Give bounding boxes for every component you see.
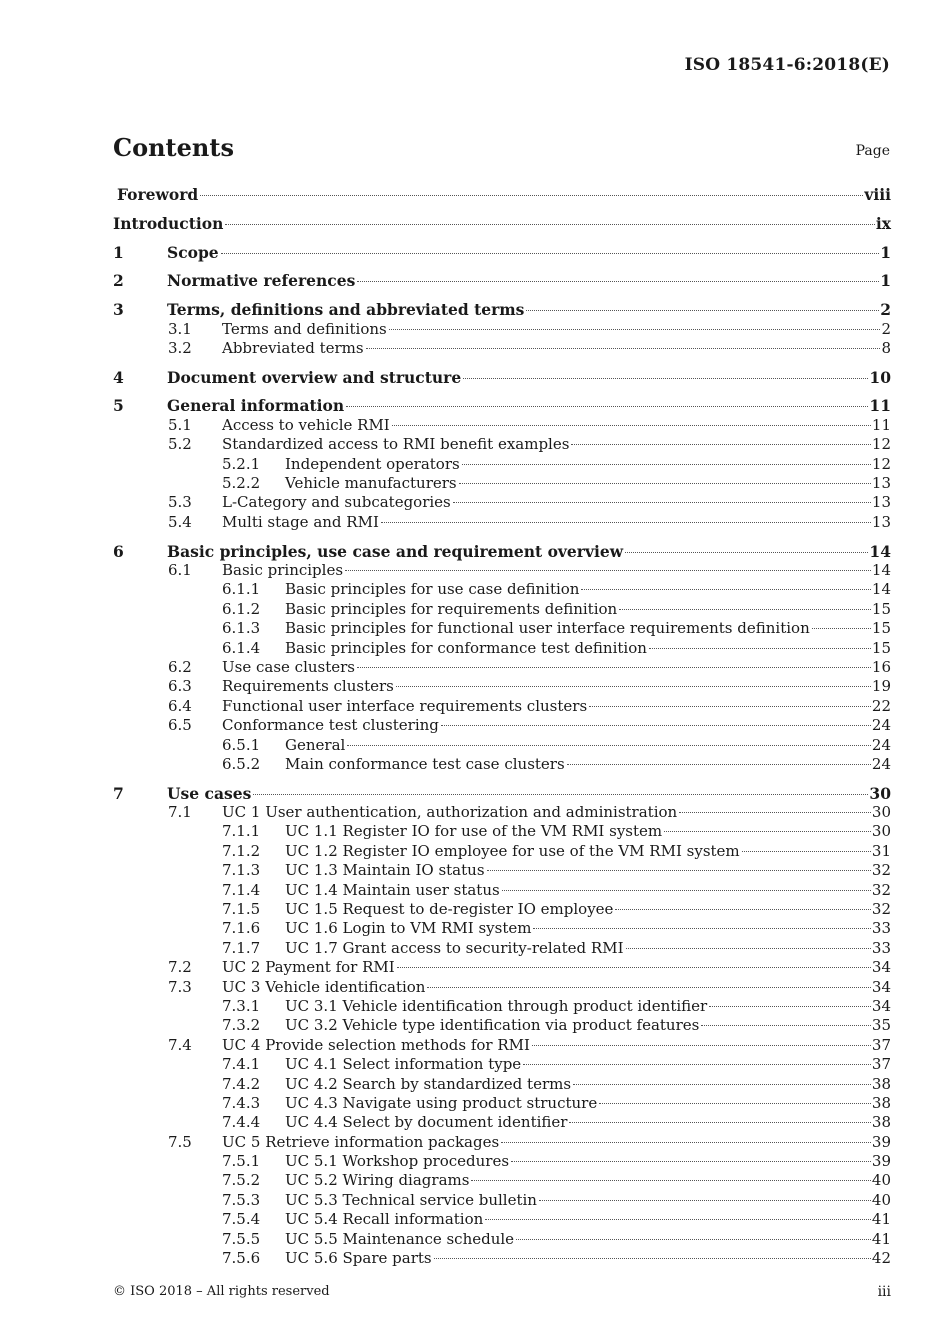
dot-leader — [459, 483, 871, 484]
toc-entry[interactable] — [113, 1016, 891, 1035]
toc-entry[interactable] — [113, 900, 891, 919]
toc-entry-number: 7.3 — [168, 977, 192, 996]
toc-entry-page: 34 — [871, 958, 891, 977]
dot-leader — [462, 464, 871, 465]
dot-leader — [581, 589, 870, 590]
dot-leader — [396, 686, 871, 687]
toc-entry-number: 5.2.2 — [222, 474, 261, 493]
toc-entry-number: 7.5.6 — [222, 1249, 261, 1268]
toc-entry-title: UC 5.4 Recall information — [285, 1210, 484, 1229]
toc-entry-number: 7.5.4 — [222, 1210, 261, 1229]
toc-entry-number: 5.3 — [168, 493, 192, 512]
toc-entry-title: Normative references — [167, 271, 356, 291]
dot-leader — [441, 725, 871, 726]
toc-entry-number: 5.1 — [168, 415, 192, 434]
toc-entry-page: 40 — [871, 1171, 891, 1190]
toc-entry-title: UC 5.6 Spare parts — [285, 1249, 432, 1268]
dot-leader — [539, 1200, 871, 1201]
dot-leader — [532, 1045, 871, 1046]
title-row — [113, 133, 890, 163]
toc-entry-number: 7.5.2 — [222, 1171, 261, 1190]
toc-entry-title: Main conformance test case clusters — [285, 754, 565, 773]
toc-entry[interactable] — [113, 861, 891, 880]
dot-leader — [345, 570, 871, 571]
toc-entry-page: 32 — [871, 900, 891, 919]
dot-leader — [664, 831, 871, 832]
toc-entry[interactable] — [113, 755, 891, 774]
dot-leader — [511, 1161, 871, 1162]
toc-entry-number: 7.1.7 — [222, 938, 261, 957]
toc-entry-number: 7 — [113, 783, 124, 803]
toc-entry-page: 24 — [871, 716, 891, 735]
toc-entry-number: 7.5.1 — [222, 1152, 261, 1171]
toc-entry-title: UC 4.1 Select information type — [285, 1055, 522, 1074]
toc-entry[interactable] — [113, 997, 891, 1016]
dot-leader — [453, 502, 871, 503]
toc-entry-title: UC 3.1 Vehicle identification through product identifier — [285, 996, 708, 1015]
toc-entry-page: 11 — [869, 396, 891, 416]
toc-entry[interactable] — [113, 396, 891, 415]
dot-leader — [434, 1258, 871, 1259]
toc-entry-page: 30 — [871, 822, 891, 841]
toc-entry-number: 7.4.4 — [222, 1113, 261, 1132]
toc-entry-page: 11 — [871, 415, 891, 434]
toc-entry[interactable] — [113, 1113, 891, 1132]
dot-leader — [471, 1180, 870, 1181]
toc-entry-title: Introduction — [113, 213, 224, 233]
dot-leader — [701, 1025, 871, 1026]
dot-leader — [523, 1064, 871, 1065]
toc-entry[interactable] — [113, 677, 891, 696]
toc-entry-page: 8 — [881, 338, 891, 357]
toc-entry-number: 7.5 — [168, 1132, 192, 1151]
toc-entry-title: UC 2 Payment for RMI — [222, 958, 395, 977]
toc-entry-title: UC 1.1 Register IO for use of the VM RMI system — [285, 822, 663, 841]
toc-entry-title: UC 4 Provide selection methods for RMI — [222, 1035, 530, 1054]
toc-entry-page: 34 — [871, 996, 891, 1015]
toc-entry-title: Multi stage and RMI — [222, 512, 379, 531]
toc-entry-page: 15 — [871, 599, 891, 618]
toc-entry-title: Use case clusters — [222, 657, 356, 676]
toc-entry-title: UC 3.2 Vehicle type identification via product features — [285, 1016, 700, 1035]
toc-entry-title: Basic principles for requirements definition — [285, 599, 618, 618]
toc-entry-title: UC 3 Vehicle identification — [222, 977, 426, 996]
toc-entry[interactable] — [113, 716, 891, 735]
toc-entry[interactable] — [113, 300, 891, 319]
dot-leader — [679, 812, 871, 813]
toc-entry-title: UC 5.2 Wiring diagrams — [285, 1171, 470, 1190]
document-id: ISO 18541-6:2018(E) — [684, 55, 890, 75]
dot-leader — [485, 1219, 871, 1220]
toc-entry-title: Use cases — [167, 783, 252, 803]
toc-entry[interactable] — [113, 639, 891, 658]
toc-entry-number: 7.1 — [168, 803, 192, 822]
toc-entry-number: 6.3 — [168, 677, 192, 696]
toc-entry-page: 2 — [881, 319, 891, 338]
dot-leader — [533, 928, 870, 929]
toc-entry-title: UC 1 User authentication, authorization and administration — [222, 803, 678, 822]
toc-entry-number: 3.2 — [168, 338, 192, 357]
toc-entry[interactable] — [113, 784, 891, 803]
toc-entry[interactable] — [113, 1055, 891, 1074]
dot-leader — [253, 794, 868, 795]
toc-entry-page: 38 — [871, 1093, 891, 1112]
toc-entry-page: 13 — [871, 493, 891, 512]
toc-entry-number: 3 — [113, 300, 124, 320]
toc-entry-page: 24 — [871, 754, 891, 773]
toc-entry-title: Foreword — [117, 185, 199, 204]
toc-entry-title: Document overview and structure — [167, 367, 462, 387]
dot-leader — [649, 648, 871, 649]
toc-entry-number: 7.1.1 — [222, 822, 261, 841]
toc-entry-number: 7.1.4 — [222, 880, 261, 899]
toc-entry-number: 6.1.2 — [222, 599, 261, 618]
toc-entry-page: 42 — [871, 1249, 891, 1268]
toc-entry[interactable] — [113, 580, 891, 599]
toc-entry-page: 41 — [871, 1210, 891, 1229]
toc-entry-title: UC 1.3 Maintain IO status — [285, 861, 485, 880]
toc-entry[interactable] — [113, 214, 891, 233]
dot-leader — [357, 281, 879, 282]
toc-entry-page: 14 — [869, 541, 891, 561]
toc-entry-number: 6 — [113, 541, 124, 561]
toc-entry-title: UC 4.4 Select by document identifier — [285, 1113, 568, 1132]
toc-entry-title: Basic principles for functional user interface requirements definition — [285, 619, 810, 638]
toc-entry-title: L-Category and subcategories — [222, 493, 451, 512]
dot-leader — [569, 1122, 870, 1123]
toc-entry-title: Terms, definitions and abbreviated terms — [167, 300, 525, 320]
dot-leader — [599, 1103, 871, 1104]
toc-entry[interactable] — [113, 803, 891, 822]
toc-entry-title: Functional user interface requirements clusters — [222, 696, 588, 715]
toc-entry-page: 14 — [871, 580, 891, 599]
toc-entry-title: Requirements clusters — [222, 677, 394, 696]
toc-entry-number: 7.1.5 — [222, 900, 261, 919]
toc-entry-title: UC 1.2 Register IO employee for use of the VM RMI system — [285, 841, 740, 860]
toc-entry-page: 38 — [871, 1074, 891, 1093]
toc-entry-page: 1 — [880, 242, 891, 262]
toc-entry-number: 7.1.2 — [222, 841, 261, 860]
dot-leader — [502, 890, 871, 891]
dot-leader — [571, 444, 870, 445]
toc-entry-title: UC 4.3 Navigate using product structure — [285, 1093, 598, 1112]
toc-entry-title: UC 4.2 Search by standardized terms — [285, 1074, 572, 1093]
toc-entry-title: UC 1.7 Grant access to security-related RMI — [285, 938, 624, 957]
toc-entry-number: 6.1 — [168, 560, 192, 579]
dot-leader — [225, 224, 874, 225]
toc-entry-page: 13 — [871, 512, 891, 531]
toc-entry-title: Independent operators — [285, 454, 460, 473]
toc-entry-title: Scope — [167, 242, 219, 262]
toc-entry-page: 15 — [871, 619, 891, 638]
toc-entry-page: 38 — [871, 1113, 891, 1132]
dot-leader — [625, 552, 868, 553]
toc-entry-number: 6.4 — [168, 696, 192, 715]
dot-leader — [501, 1142, 871, 1143]
toc-entry-number: 6.2 — [168, 657, 192, 676]
toc-entry-page: 31 — [871, 841, 891, 860]
dot-leader — [812, 628, 871, 629]
toc-entry-number: 5.2 — [168, 435, 192, 454]
toc-entry-number: 7.1.6 — [222, 919, 261, 938]
toc-entry-page: ix — [875, 213, 891, 233]
toc-entry[interactable] — [113, 1191, 891, 1210]
toc-entry[interactable] — [113, 561, 891, 580]
toc-entry[interactable] — [113, 842, 891, 861]
toc-entry[interactable] — [113, 1036, 891, 1055]
dot-leader — [567, 764, 871, 765]
dot-leader — [389, 329, 881, 330]
dot-leader — [626, 948, 871, 949]
toc-entry-number: 2 — [113, 271, 124, 291]
page-title: Contents — [113, 133, 234, 162]
toc-entry-number: 7.4.3 — [222, 1093, 261, 1112]
toc-entry-title: Standardized access to RMI benefit examples — [222, 435, 570, 454]
toc-entry-page: 32 — [871, 880, 891, 899]
toc-entry-number: 7.3.2 — [222, 1016, 261, 1035]
toc-entry-title: UC 1.4 Maintain user status — [285, 880, 500, 899]
dot-leader — [526, 310, 879, 311]
toc-entry-number: 7.2 — [168, 958, 192, 977]
toc-entry-page: 10 — [869, 367, 891, 387]
toc-entry[interactable] — [113, 658, 891, 677]
toc-entry[interactable] — [113, 619, 891, 638]
toc-entry[interactable] — [113, 368, 891, 387]
toc-entry-page: 13 — [871, 474, 891, 493]
dot-leader — [381, 522, 871, 523]
toc-entry[interactable] — [113, 978, 891, 997]
dot-leader — [200, 195, 863, 196]
dot-leader — [589, 706, 871, 707]
toc-entry[interactable] — [113, 513, 891, 532]
toc-entry-number: 6.5 — [168, 716, 192, 735]
dot-leader — [427, 987, 870, 988]
dot-leader — [221, 253, 880, 254]
toc-entry[interactable] — [113, 939, 891, 958]
dot-leader — [615, 909, 870, 910]
toc-entry[interactable] — [113, 881, 891, 900]
page-number: iii — [877, 1284, 891, 1300]
dot-leader — [357, 667, 871, 668]
toc-entry-title: UC 1.6 Login to VM RMI system — [285, 919, 532, 938]
toc-entry[interactable] — [113, 736, 891, 755]
toc-entry-number: 1 — [113, 242, 124, 262]
toc-entry[interactable] — [113, 600, 891, 619]
toc-entry-page: 39 — [871, 1132, 891, 1151]
toc-entry-title: UC 5.1 Workshop procedures — [285, 1152, 510, 1171]
toc-entry[interactable] — [113, 1171, 891, 1190]
toc-entry[interactable] — [113, 493, 891, 512]
toc-entry-number: 7.5.3 — [222, 1190, 261, 1209]
toc-entry-page: 12 — [871, 454, 891, 473]
toc-entry-page: 30 — [871, 803, 891, 822]
toc-entry-title: Abbreviated terms — [222, 338, 364, 357]
dot-leader — [463, 378, 868, 379]
dot-leader — [347, 745, 871, 746]
toc-entry-page: 33 — [871, 919, 891, 938]
toc-entry[interactable] — [113, 339, 891, 358]
toc-entry-page: 40 — [871, 1190, 891, 1209]
dot-leader — [392, 425, 871, 426]
toc-entry-page: 19 — [871, 677, 891, 696]
toc-entry-page: 39 — [871, 1152, 891, 1171]
toc-entry-page: 15 — [871, 638, 891, 657]
toc-entry-title: Conformance test clustering — [222, 716, 439, 735]
toc-entry[interactable] — [113, 455, 891, 474]
toc-entry-number: 5.4 — [168, 512, 192, 531]
toc-entry-number: 7.5.5 — [222, 1229, 261, 1248]
toc-entry-number: 6.1.3 — [222, 619, 261, 638]
toc-entry-number: 7.3.1 — [222, 996, 261, 1015]
toc-entry-number: 4 — [113, 367, 124, 387]
toc-entry-number: 5 — [113, 396, 124, 416]
toc-entry-title: Basic principles for use case definition — [285, 580, 580, 599]
toc-entry-page: 2 — [880, 300, 891, 320]
toc-entry-page: 30 — [869, 783, 891, 803]
toc-entry-page: 22 — [871, 696, 891, 715]
footer — [113, 1284, 891, 1302]
dot-leader — [709, 1006, 871, 1007]
dot-leader — [397, 967, 871, 968]
toc-entry-title: General — [285, 735, 346, 754]
toc-entry-page: viii — [864, 185, 891, 204]
toc-entry[interactable] — [113, 1094, 891, 1113]
toc-entry[interactable] — [113, 1210, 891, 1229]
toc-entry[interactable] — [113, 243, 891, 262]
toc-entry-page: 24 — [871, 735, 891, 754]
toc-entry[interactable] — [113, 1075, 891, 1094]
toc-entry[interactable] — [113, 435, 891, 454]
toc-entry-number: 7.1.3 — [222, 861, 261, 880]
toc-entry-title: UC 5.3 Technical service bulletin — [285, 1190, 537, 1209]
toc-entry-page: 35 — [871, 1016, 891, 1035]
toc-entry[interactable] — [113, 542, 891, 561]
toc-entry-title: UC 5 Retrieve information packages — [222, 1132, 500, 1151]
toc-entry-page: 34 — [871, 977, 891, 996]
toc-entry[interactable] — [113, 1152, 891, 1171]
toc-entry-page: 16 — [871, 657, 891, 676]
dot-leader — [619, 609, 871, 610]
page-column-label: Page — [855, 143, 890, 159]
toc-entry-number: 7.4 — [168, 1035, 192, 1054]
toc-entry[interactable] — [113, 697, 891, 716]
toc-entry[interactable] — [113, 822, 891, 841]
toc-entry[interactable] — [113, 271, 891, 290]
dot-leader — [742, 851, 871, 852]
dot-leader — [487, 870, 871, 871]
toc-entry[interactable] — [113, 320, 891, 339]
toc-entry-title: UC 1.5 Request to de-register IO employee — [285, 900, 614, 919]
toc-entry-number: 6.1.1 — [222, 580, 261, 599]
toc-entry[interactable] — [113, 185, 891, 204]
copyright-notice: © ISO 2018 – All rights reserved — [113, 1284, 330, 1299]
dot-leader — [573, 1084, 871, 1085]
toc-entry[interactable] — [113, 416, 891, 435]
dot-leader — [346, 406, 868, 407]
toc-entry-number: 7.4.2 — [222, 1074, 261, 1093]
toc-entry[interactable] — [113, 919, 891, 938]
toc-entry-number: 6.1.4 — [222, 638, 261, 657]
toc-entry-number: 7.4.1 — [222, 1055, 261, 1074]
dot-leader — [366, 348, 881, 349]
toc-entry[interactable] — [113, 474, 891, 493]
toc-entry-page: 12 — [871, 435, 891, 454]
dot-leader — [516, 1239, 871, 1240]
toc-entry-number: 6.5.1 — [222, 735, 261, 754]
toc-entry-title: Basic principles for conformance test definition — [285, 638, 647, 657]
toc-entry-page: 1 — [880, 271, 891, 291]
toc-entry-page: 37 — [871, 1035, 891, 1054]
toc-entry-title: General information — [167, 396, 345, 416]
table-of-contents — [113, 185, 891, 1268]
toc-entry[interactable] — [113, 1230, 891, 1249]
toc-entry-number: 6.5.2 — [222, 754, 261, 773]
toc-entry-page: 41 — [871, 1229, 891, 1248]
toc-entry[interactable] — [113, 1133, 891, 1152]
toc-entry-title: Access to vehicle RMI — [222, 415, 390, 434]
toc-entry-page: 37 — [871, 1055, 891, 1074]
toc-entry-page: 32 — [871, 861, 891, 880]
toc-entry-number: 5.2.1 — [222, 454, 261, 473]
toc-entry-title: UC 5.5 Maintenance schedule — [285, 1229, 515, 1248]
toc-entry[interactable] — [113, 1249, 891, 1268]
toc-entry-title: Basic principles, use case and requirement overview — [167, 541, 624, 561]
toc-entry-page: 33 — [871, 938, 891, 957]
toc-entry-number: 3.1 — [168, 319, 192, 338]
toc-entry-title: Basic principles — [222, 560, 344, 579]
toc-entry-title: Terms and definitions — [222, 319, 387, 338]
toc-entry-title: Vehicle manufacturers — [285, 474, 457, 493]
toc-entry[interactable] — [113, 958, 891, 977]
toc-entry-page: 14 — [871, 560, 891, 579]
